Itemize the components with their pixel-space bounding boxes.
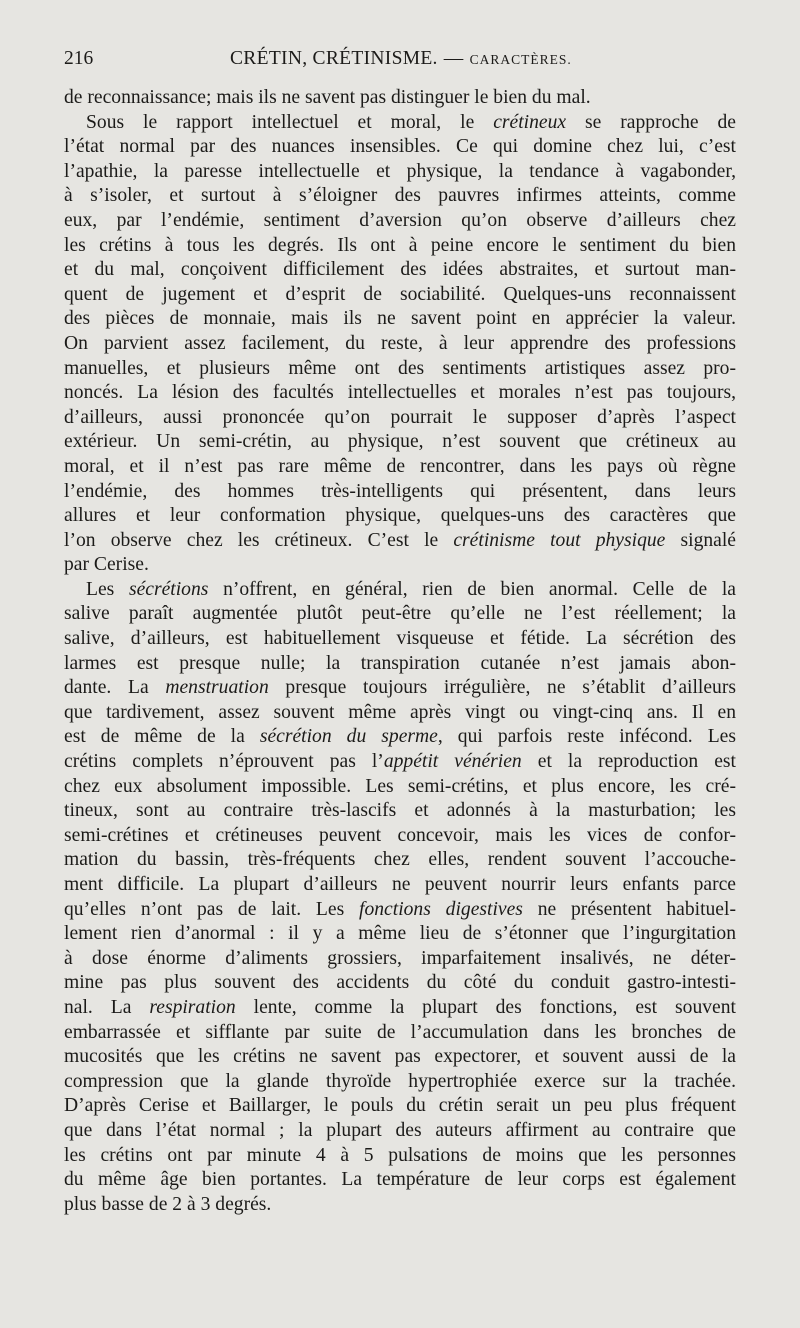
text-segment: ment difficile. La plupart d’ailleurs ne peuvent nourrir leurs enfants parce [64,874,736,895]
text-line [64,578,736,603]
text-line [64,627,736,652]
paragraph [64,86,736,111]
italic-term: crétineux [493,111,567,133]
body-text [64,86,736,1217]
page-header [64,48,736,76]
text-segment: les crétins à tous les degrés. Ils ont à peine encore le sentiment du bien [64,234,736,256]
text-segment: mation du bassin, très-fréquents chez elles, rendent souvent l’accouche- [64,849,736,871]
text-line [64,1144,736,1169]
text-line [64,947,736,972]
text-segment: nal. La [64,996,150,1018]
text-segment: quent de jugement et d’esprit de sociabilité. Quelques-uns reconnaissent [64,283,736,305]
text-line [64,602,736,627]
text-segment: larmes est presque nulle; la transpiration cutanée n’est jamais abon- [64,652,736,674]
text-segment: est de même de la [64,726,260,748]
text-line [64,234,736,259]
text-segment: les crétins ont par minute 4 à 5 pulsations de moins que les personnes [64,1144,736,1166]
text-line [64,381,736,406]
text-segment: dante. La [64,677,166,699]
text-line [64,111,736,136]
text-segment: du même âge bien portantes. La température de leur corps est également [64,1169,736,1191]
text-segment: presque toujours irrégulière, ne s’établit d’ailleurs [268,677,736,699]
text-line [64,848,736,873]
italic-term: appétit vénérien [383,751,522,773]
text-segment: eux, par l’endémie, sentiment d’aversion qu’on observe d’ailleurs chez [64,209,736,231]
text-segment: l’endémie, des hommes très-intelligents qui présentent, dans leurs [64,480,736,502]
text-segment: se rapproche de [566,111,736,133]
text-line [64,1045,736,1070]
text-line [64,406,736,431]
text-segment: des pièces de monnaie, mais ils ne savent point en apprécier la valeur. [64,308,736,330]
text-segment: et la reproduction est [521,751,736,773]
text-segment: D’après Cerise et Baillarger, le pouls du crétin serait un peu plus fréquent [64,1095,736,1117]
text-line [64,1168,736,1193]
section-title: CARACTÈRES. [469,52,572,67]
text-segment: Sous le rapport intellectuel et moral, le [86,111,494,133]
text-segment: Les [86,578,129,600]
text-segment: que tardivement, assez souvent même après vingt ou vingt-cinq ans. Il en [64,701,736,723]
text-segment: chez eux absolument impossible. Les semi-crétins, et plus encore, les cré- [64,775,736,797]
text-line [64,430,736,455]
text-line [64,1119,736,1144]
text-segment: à dose énorme d’aliments grossiers, imparfaitement insalivés, ne déter- [64,947,736,969]
text-segment: crétins complets n’éprouvent pas l’ [64,751,384,773]
text-line [64,86,736,111]
text-segment: lement rien d’anormal : il y a même lieu de s’étonner que l’ingurgitation [64,923,736,945]
text-line [64,283,736,308]
text-segment: salive, d’ailleurs, est habituellement visqueuse et fétide. La sécrétion des [64,628,736,650]
text-segment: d’ailleurs, aussi prononcée qu’on pourrait le supposer d’après l’aspect [64,406,736,428]
page-number: 216 [64,48,94,69]
text-line [64,996,736,1021]
text-line [64,332,736,357]
text-segment: moral, et il n’est pas rare même de rencontrer, dans les pays où règne [64,455,736,477]
text-segment: l’état normal par des nuances insensibles. Ce qui domine chez lui, c’est [64,136,736,158]
text-line [64,971,736,996]
text-segment: , qui parfois reste infécond. Les [437,726,736,748]
paragraph [64,111,736,578]
text-line [64,357,736,382]
text-line [64,1094,736,1119]
text-line [64,701,736,726]
text-line [64,799,736,824]
text-segment: n’offrent, en général, rien de bien anormal. Celle de la [208,578,736,600]
text-line [64,824,736,849]
text-line [64,504,736,529]
text-segment: manuelles, et plusieurs même ont des sentiments artistiques assez pro- [64,357,736,379]
text-segment: l’apathie, la paresse intellectuelle et physique, la tendance à vagabonder, [64,160,736,182]
text-segment: On parvient assez facilement, du reste, à leur apprendre des professions [64,332,736,354]
text-line [64,652,736,677]
text-segment: lente, comme la plupart des fonctions, est souvent [235,996,736,1018]
text-line [64,873,736,898]
text-line [64,480,736,505]
text-line [64,307,736,332]
text-line [64,553,736,578]
italic-term: crétinisme tout physique [453,529,666,551]
text-segment: embarrassée et sifflante par suite de l’accumulation dans les bronches de [64,1021,736,1043]
running-title [230,48,572,70]
text-line [64,1193,736,1218]
italic-term: respiration [149,996,236,1018]
text-line [64,922,736,947]
text-segment: noncés. La lésion des facultés intellectuelles et morales n’est pas toujours, [64,382,736,404]
text-segment: allures et leur conformation physique, quelques-uns des caractères que [64,505,736,527]
text-segment: semi-crétines et crétineuses peuvent concevoir, mais les vices de confor- [64,824,736,846]
text-line [64,209,736,234]
text-segment: plus basse de 2 à 3 degrés. [64,1193,272,1215]
text-segment: par Cerise. [64,554,149,576]
paragraph [64,578,736,1217]
text-segment: tineux, sont au contraire très-lascifs et adonnés à la masturbation; les [64,800,736,822]
text-segment: compression que la glande thyroïde hypertrophiée exerce sur la trachée. [64,1070,736,1092]
text-segment: ne présentent habituel- [522,898,736,920]
text-line [64,898,736,923]
text-segment: extérieur. Un semi-crétin, au physique, n’est souvent que crétineux au [64,431,736,453]
text-line [64,455,736,480]
italic-term: sécrétions [128,578,209,600]
text-segment: qu’elles n’ont pas de lait. Les [64,898,360,920]
text-segment: mine pas plus souvent des accidents du côté du conduit gastro-intesti- [64,972,736,994]
title-dash: — [443,48,464,69]
text-segment: l’on observe chez les crétineux. C’est le [64,529,454,551]
text-segment: salive paraît augmentée plutôt peut-être qu’elle ne l’est réellement; la [64,603,736,625]
text-line [64,676,736,701]
text-line [64,184,736,209]
text-segment: de reconnaissance; mais ils ne savent pas distinguer le bien du mal. [64,87,591,108]
text-segment: que dans l’état normal ; la plupart des auteurs affirment au contraire que [64,1119,736,1141]
text-line [64,529,736,554]
text-line [64,258,736,283]
text-segment: signalé [665,529,737,551]
italic-term: sécrétion du sperme [259,726,438,748]
italic-term: fonctions digestives [359,898,523,920]
italic-term: menstruation [165,677,269,699]
text-line [64,1070,736,1095]
text-line [64,1021,736,1046]
text-line [64,725,736,750]
running-title-text: CRÉTIN, CRÉTINISME. [230,48,438,69]
text-line [64,160,736,185]
text-line [64,775,736,800]
text-segment: et du mal, conçoivent difficilement des idées abstraites, et surtout man- [64,259,736,281]
text-line [64,135,736,160]
text-segment: mucosités que les crétins ne savent pas expectorer, et souvent aussi de la [64,1046,736,1068]
text-line [64,750,736,775]
text-segment: à s’isoler, et surtout à s’éloigner des pauvres infirmes atteints, comme [64,185,736,207]
